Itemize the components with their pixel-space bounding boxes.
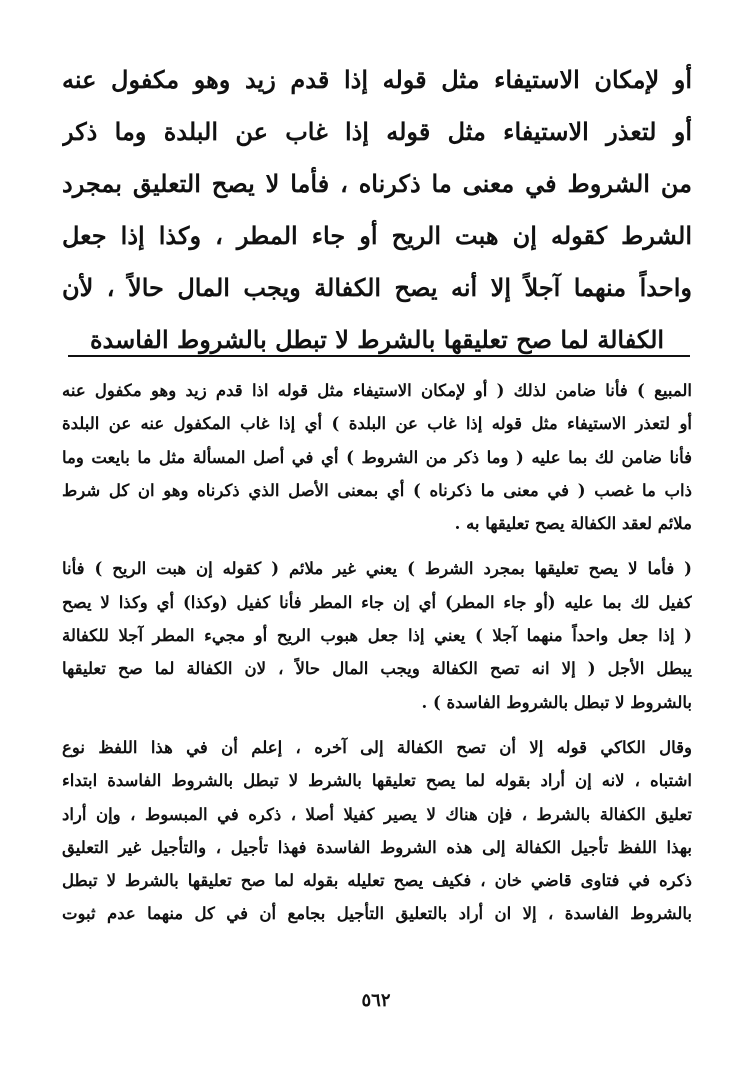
commentary-paragraph (62, 731, 692, 931)
commentary-line: أو لتعذر الاستيفاء مثل قوله إذا غاب عن البلدة ) أي إذا غاب المكفول عنه عن البلدة (62, 414, 692, 434)
main-text-line: واحداً منهما آجلاً إلا أنه يصح الكفالة ويجب المال حالاً ، لأن (62, 273, 692, 302)
commentary-line: فأنا ضامن لك بما عليه ( وما ذكر من الشروط ) أي في أصل المسألة مثل ما بايعت وما (62, 447, 692, 467)
main-text (62, 54, 692, 366)
commentary-line: بالشروط لا تبطل بالشروط الفاسدة ) . (421, 692, 692, 712)
commentary-paragraph (62, 552, 692, 718)
commentary-text (62, 374, 692, 931)
main-text-line: أو لتعذر الاستيفاء مثل قوله إذا غاب عن البلدة وما ذكر (62, 117, 692, 146)
commentary-line: تعليق الكفالة بالشرط ، فإن هناك لا يصير كفيلا أصلا ، ذكره في المبسوط ، وإن أراد (62, 804, 692, 824)
commentary-line: ( فأما لا يصح تعليقها بمجرد الشرط ) يعني غير ملائم ( كقوله إن هبت الريح ) فأنا (62, 559, 692, 579)
commentary-line: يبطل الأجل ( إلا انه تصح الكفالة ويجب المال حالاً ، لان الكفالة لما صح تعليقها (62, 659, 692, 679)
commentary-line: بهذا اللفظ تأجيل الكفالة إلى هذه الشروط الفاسدة فهذا تأجيل ، والتأجيل غير التعليق (62, 837, 692, 857)
commentary-line: بالشروط الفاسدة ، إلا ان أراد بالتعليق التأجيل بجامع أن في كل منهما عدم ثبوت (62, 904, 692, 924)
commentary-line: ( إذا جعل واحداً منهما آجلا ) يعني إذا جعل هبوب الريح أو مجيء المطر آجلا للكفالة (62, 626, 692, 646)
main-text-line: الشرط كقوله إن هبت الريح أو جاء المطر ، وكذا إذا جعل (62, 221, 692, 250)
commentary-paragraph (62, 374, 692, 540)
separator-rule (68, 355, 690, 357)
main-text-line: أو لإمكان الاستيفاء مثل قوله إذا قدم زيد وهو مكفول عنه (62, 65, 692, 94)
commentary-line: ملائم لعقد الكفالة يصح تعليقها به . (454, 514, 692, 534)
main-text-line: من الشروط في معنى ما ذكرناه ، فأما لا يصح التعليق بمجرد (62, 169, 692, 198)
commentary-line: اشتباه ، لانه إن أراد بقوله لما يصح تعليقها بالشرط لا تبطل بالشروط الفاسدة ابتداء (62, 771, 692, 791)
page-number: ٥٦٢ (361, 990, 391, 1011)
commentary-line: ذاب ما غصب ( في معنى ما ذكرناه ) أي بمعنى الأصل الذي ذكرناه وهو ان كل شرط (62, 480, 692, 500)
commentary-line: المبيع ) فأنا ضامن لذلك ( أو لإمكان الاستيفاء مثل قوله اذا قدم زيد وهو مكفول عنه (62, 381, 692, 400)
commentary-line: كفيل لك بما عليه (أو جاء المطر) أي إن جاء المطر فأنا كفيل (وكذا) أي وكذا لا يصح (62, 592, 692, 612)
commentary-line: وقال الكاكي قوله إلا أن تصح الكفالة إلى آخره ، إعلم أن في هذا اللفظ نوع (62, 737, 692, 757)
main-text-line: الكفالة لما صح تعليقها بالشرط لا تبطل بالشروط الفاسدة (89, 325, 665, 354)
commentary-line: ذكره في فتاوى قاضي خان ، فكيف يصح تعليله بقوله لما صح تعليقها بالشرط لا تبطل (62, 871, 692, 891)
